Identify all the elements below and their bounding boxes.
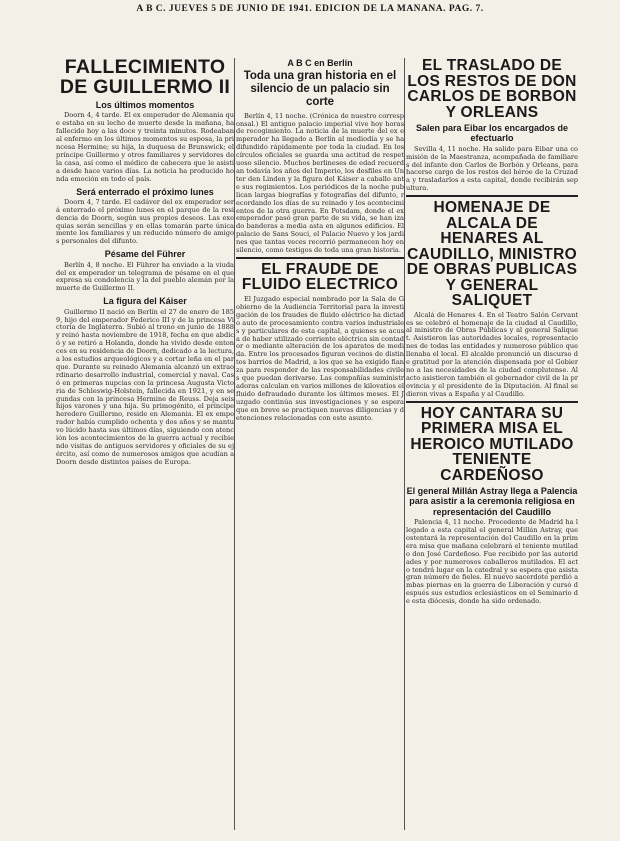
article-body: Berlín 4, 11 noche. (Crónica de nuestro corresponsal.) El antiguo palacio imperial vive hoy horas de recogimiento. La noticia de la muerte del ex emperador ha llegado a Berlín al mediodía y se ha difundido rápidamente por toda la ciudad. En los círculos oficiales se guarda una actitud de respetuoso silencio. Muchos berlineses de edad recuerdan todavía los años del Imperio, los desfiles en Unter den Linden y la figura del Káiser a caballo ante sus regimientos. Los periódicos de la noche publican largas biografías y fotografías del difunto, recordando los días de su reinado y los acontecimientos de la otra guerra. En Potsdam, donde el ex emperador pasó gran parte de su vida, se han izado banderas a media asta en algunos edificios. El palacio de Sans Souci, el Palacio Nuevo y los jardines que tantas veces recorrió permanecen hoy en silencio, como testigos de toda una gran historia. (236, 111, 404, 255)
subhead: Salen para Eibar los encargados de efectuarlo (415, 123, 569, 144)
subhead: Será enterrado el próximo lunes (76, 186, 214, 197)
headline-berlin: Toda una gran historia en el silencio de un palacio sin corte (243, 70, 397, 109)
headline-misa: HOY CANTARA SU PRIMERA MISA EL HEROICO MUTILADO TENIENTE CARDEÑOSO (410, 404, 574, 484)
article-column-right (406, 58, 578, 838)
section-divider (406, 401, 578, 403)
section-divider (236, 257, 404, 259)
article-body: El Juzgado especial nombrado por la Sala de Gobierno de la Audiencia Territorial para la investigación de los fraudes de fluido eléctrico ha dictado auto de procesamiento contra varios industriales y particulares de esta capital, a quienes se acusa de haber utilizado corriente eléctrica sin contador o mediante alteración de los aparatos de medida. Entre los procesados figuran vecinos de distintos barrios de Madrid, a los que se ha exigido fianza para responder de las responsabilidades civiles que puedan derivarse. Las compañías suministradoras calculan en varios millones de kilovatios el fluido defraudado durante los últimos meses. El Juzgado continúa sus investigaciones y se espera que en breve se practiquen nuevas diligencias y detenciones relacionadas con este asunto. (236, 294, 404, 422)
article-body: Doorn 4, 4 tarde. El ex emperador de Alemania que estaba en su lecho de muerte desde la mañana, ha fallecido hoy a las doce y treinta minutos. Rodeaban al enfermo en los últimos momentos su esposa, la princesa Hermine; su hija, la duquesa de Brunswick; el príncipe Guillermo y otros familiares y servidores de la casa, así como el médico de cabecera que le asistía desde hace varios días. La noticia ha producido honda emoción en todo el país. (56, 111, 234, 183)
subhead: Pésame del Führer (104, 249, 186, 260)
article-body: Alcalá de Henares 4. En el Teatro Salón Cervantes se celebró el homenaje de la ciudad al Caudillo, al ministro de Obras Públicas y al general Saliquet. Asistieron las autoridades locales, representaciones de todas las entidades y numeroso público que llenaba el local. El alcalde pronunció un discurso de gratitud por la atención dispensada por el Gobierno a las necesidades de la ciudad complutense. Al acto asistieron también el gobernador civil de la provincia y el presidente de la Diputación. Al final se dieron vivas a España y al Caudillo. (406, 310, 578, 398)
headline-guillermo: FALLECIMIENTO DE GUILLERMO II (59, 58, 231, 98)
kicker: A B C en Berlín (287, 58, 353, 68)
article-column-center (236, 58, 404, 838)
page-header: A B C. JUEVES 5 DE JUNIO DE 1941. EDICION DE LA MAÑANA. PAG. 7. (136, 4, 484, 14)
headline-traslado: EL TRASLADO DE LOS RESTOS DE DON CARLOS DE BORBON Y ORLEANS (407, 58, 577, 121)
subhead: Los últimos momentos (95, 100, 195, 110)
headline-fraude: EL FRAUDE DE FLUIDO ELECTRICO (241, 260, 399, 294)
headline-homenaje: HOMENAJE DE ALCALA DE HENARES AL CAUDILLO, MINISTRO DE OBRAS PUBLICAS Y GENERAL SALIQUET (406, 199, 578, 310)
column-divider (404, 58, 405, 830)
article-column-left (56, 58, 234, 838)
subhead: La figura del Káiser (103, 296, 187, 307)
column-divider (234, 58, 235, 830)
article-body: Palencia 4, 11 noche. Procedente de Madrid ha llegado a esta capital el general Millán Astray, que ostentará la representación del Caudillo en la primera misa que mañana celebrará el teniente mutilado don José Cardeñoso. Fue recibido por las autoridades y por numerosos caballeros mutilados. El acto tendrá lugar en la catedral y se espera que asista gran número de fieles. El nuevo sacerdote perdió ambas piernas en la guerra de Liberación y cursó después sus estudios eclesiásticos en el Seminario de esta diócesis, donde ha sido ordenado. (406, 518, 578, 606)
article-body: Berlín 4, 8 noche. El Führer ha enviado a la viuda del ex emperador un telegrama de pésame en el que expresa su condolencia y la del pueblo alemán por la muerte de Guillermo II. (56, 260, 234, 293)
subhead: El general Millán Astray llega a Palencia para asistir a la ceremonia religiosa en representación del Caudillo (406, 486, 578, 517)
section-divider (406, 195, 578, 197)
article-body: Sevilla 4, 11 noche. Ha salido para Eibar una comisión de la Maestranza, acompañada de familiares del infante don Carlos de Borbón y Orleans, para hacerse cargo de los restos del héroe de la Cruzada y trasladarlos a esta capital, donde recibirán sepultura. (406, 144, 578, 193)
article-body: Doorn 4, 7 tarde. El cadáver del ex emperador será enterrado el próximo lunes en el parque de la residencia de Doorn, según sus propios deseos. Las exequias serán sencillas y en ellas tomarán parte únicamente los familiares y un reducido número de amigos personales del difunto. (56, 197, 234, 246)
article-body: Guillermo II nació en Berlín el 27 de enero de 1859, hijo del emperador Federico III y de la princesa Victoria de Inglaterra. Subió al trono en junio de 1888 y reinó hasta noviembre de 1918, fecha en que abdicó y se retiró a Holanda, donde ha vivido desde entonces en su residencia de Doorn, dedicado a la lectura, a los estudios arqueológicos y a cortar leña en el parque. Durante su reinado Alemania alcanzó un extraordinario desarrollo industrial, comercial y naval. Casó en primeras nupcias con la princesa Augusta Victoria de Schleswig-Holstein, fallecida en 1921, y en segundas con la princesa Hermine de Reuss. Deja seis hijos varones y una hija. Su primogénito, el príncipe heredero Guillermo, reside en Alemania. El ex emperador había cumplido ochenta y dos años y se mantuvo lúcido hasta sus últimos días, siguiendo con atención los acontecimientos de la guerra actual y recibiendo visitas de antiguos servidores y oficiales de su ejército, así como de numerosos amigos que acudían a Doorn desde distintos países de Europa. (56, 307, 234, 466)
